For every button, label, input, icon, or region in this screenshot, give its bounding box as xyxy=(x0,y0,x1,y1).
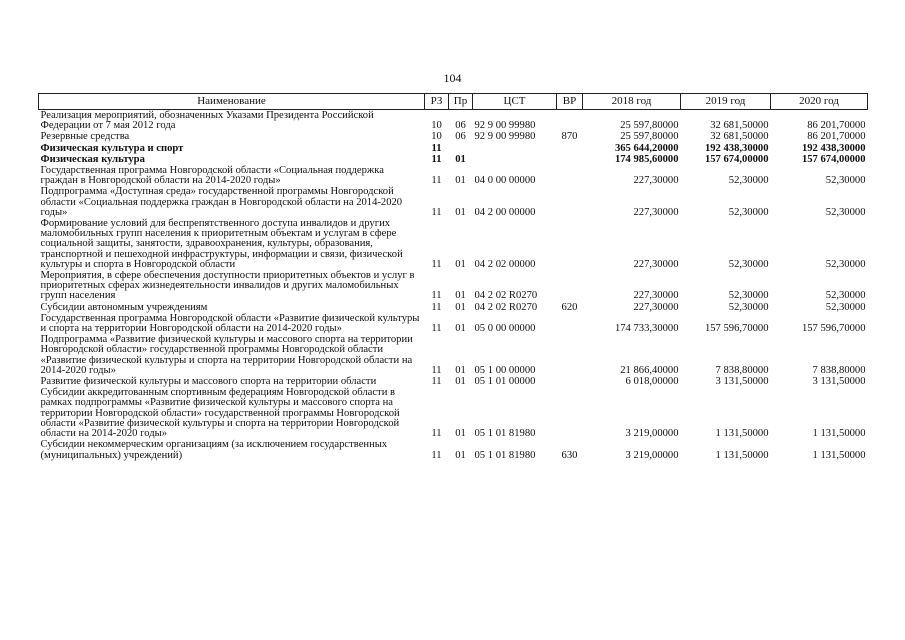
cell-2018: 365 644,20000 xyxy=(614,142,679,154)
cell-name: Физическая культура xyxy=(40,153,145,165)
cell-name: Мероприятия, в сфере обеспечения доступности приоритетных объектов и услуг в приоритетных сферах жизнедеятельности инвалидов и других маломобильных групп населения xyxy=(40,270,415,302)
cell-cst: 05 1 01 81980 xyxy=(474,428,536,440)
cell-pr: 01 xyxy=(455,376,466,388)
cell-2019: 3 131,50000 xyxy=(715,376,769,388)
cell-2019: 1 131,50000 xyxy=(715,449,769,461)
cell-pr xyxy=(449,143,473,154)
cell-2018: 227,30000 xyxy=(633,175,679,187)
cell-name: Субсидии автономным учреждениям xyxy=(40,301,208,313)
cell-2019: 52,30000 xyxy=(728,206,769,218)
table-row xyxy=(39,387,868,439)
cell-cst: 05 1 00 00000 xyxy=(474,364,536,376)
cell-cst: 05 1 01 00000 xyxy=(474,376,536,388)
header-vr: ВР xyxy=(557,94,583,110)
cell-2019: 52,30000 xyxy=(728,175,769,187)
cell-cst: 92 9 00 99980 xyxy=(474,131,536,143)
cell-vr xyxy=(557,186,583,218)
cell-2018: 3 219,00000 xyxy=(625,449,679,461)
cell-2020: 192 438,30000 xyxy=(801,142,866,154)
cell-cst: 05 0 00 00000 xyxy=(474,323,536,335)
cell-2020: 1 131,50000 xyxy=(812,428,866,440)
table-row xyxy=(39,218,868,270)
table-header-row xyxy=(39,94,868,110)
cell-vr xyxy=(557,376,583,387)
cell-name: Субсидии некоммерческим организациям (за исключением государственных (муниципальных) учреждений) xyxy=(40,439,388,461)
cell-vr xyxy=(557,334,583,376)
cell-rz: 11 xyxy=(431,301,442,313)
cell-vr xyxy=(557,313,583,334)
cell-2020: 7 838,80000 xyxy=(812,364,866,376)
cell-2019: 7 838,80000 xyxy=(715,364,769,376)
cell-2019: 52,30000 xyxy=(728,258,769,270)
cell-2018: 6 018,00000 xyxy=(625,376,679,388)
table-row xyxy=(39,439,868,460)
cell-vr xyxy=(557,387,583,439)
cell-pr: 01 xyxy=(455,301,466,313)
cell-name: Субсидии аккредитованным спортивным федерациям Новгородской области в рамках подпрограммы «Развитие физической культуры и массового спорта на территории Новгородской области» государственной программы Новгородской области «Развитие физической культуры и спорта на территории Новгородской области на 2014-2020 годы» xyxy=(40,387,400,440)
cell-pr: 01 xyxy=(455,449,466,461)
table-row xyxy=(39,334,868,376)
cell-rz: 10 xyxy=(431,120,442,132)
cell-rz: 11 xyxy=(431,290,442,302)
cell-name: Развитие физической культуры и массового спорта на территории области xyxy=(40,376,377,388)
cell-2019: 157 596,70000 xyxy=(704,323,769,335)
cell-cst: 04 2 00 00000 xyxy=(474,206,536,218)
cell-rz: 11 xyxy=(431,142,442,154)
cell-pr: 01 xyxy=(455,428,466,440)
table-body xyxy=(39,110,868,461)
cell-2019: 32 681,50000 xyxy=(710,120,769,132)
cell-vr xyxy=(557,143,583,154)
cell-vr: 620 xyxy=(561,301,578,313)
table-row xyxy=(39,131,868,142)
cell-2020: 52,30000 xyxy=(825,290,866,302)
cell-rz: 11 xyxy=(431,153,442,165)
cell-pr: 01 xyxy=(455,206,466,218)
cell-name: Подпрограмма «Доступная среда» государственной программы Новгородской области «Социальная поддержка граждан в Новгородской области на 2014-2020 годы» xyxy=(40,186,403,218)
cell-2018: 25 597,80000 xyxy=(620,131,679,143)
cell-name: Формирование условий для беспрепятственного доступа инвалидов и других маломобильных групп населения к приоритетным объектам и услугам в сфере социальной защиты, занятости, здравоохранения, культуры, образования, транспортной и пешеходной инфраструктуры, информации и связи, физической культуры и спорта в Новгородской области xyxy=(40,218,403,270)
cell-cst xyxy=(473,143,557,154)
cell-2019: 52,30000 xyxy=(728,290,769,302)
cell-2018: 227,30000 xyxy=(633,301,679,313)
cell-2019: 52,30000 xyxy=(728,301,769,313)
budget-table xyxy=(38,93,868,461)
cell-rz: 11 xyxy=(431,364,442,376)
cell-vr xyxy=(557,218,583,270)
table-row xyxy=(39,154,868,165)
cell-2018: 174 985,60000 xyxy=(614,153,679,165)
header-2019: 2019 год xyxy=(681,94,771,110)
cell-name: Реализация мероприятий, обозначенных Указами Президента Российской Федерации от 7 мая 2012 года xyxy=(40,110,374,132)
cell-cst: 04 2 02 R0270 xyxy=(474,290,538,302)
cell-rz: 11 xyxy=(431,175,442,187)
cell-2018: 174 733,30000 xyxy=(614,323,679,335)
cell-2020: 52,30000 xyxy=(825,206,866,218)
table-row xyxy=(39,313,868,334)
cell-rz: 11 xyxy=(431,376,442,388)
cell-2020: 86 201,70000 xyxy=(807,120,866,132)
cell-2020: 52,30000 xyxy=(825,258,866,270)
cell-2020: 157 596,70000 xyxy=(801,323,866,335)
cell-rz: 10 xyxy=(431,131,442,143)
cell-rz: 11 xyxy=(431,449,442,461)
cell-vr: 870 xyxy=(561,131,578,143)
cell-pr: 06 xyxy=(455,131,466,143)
cell-2020: 1 131,50000 xyxy=(812,449,866,461)
cell-rz: 11 xyxy=(431,323,442,335)
cell-pr: 01 xyxy=(455,153,466,165)
cell-cst xyxy=(473,154,557,165)
cell-2018: 227,30000 xyxy=(633,258,679,270)
cell-rz: 11 xyxy=(431,258,442,270)
header-2020: 2020 год xyxy=(771,94,868,110)
cell-rz: 11 xyxy=(431,428,442,440)
cell-2020: 157 674,00000 xyxy=(801,153,866,165)
header-cst: ЦСТ xyxy=(473,94,557,110)
header-rz: РЗ xyxy=(425,94,449,110)
table-row xyxy=(39,165,868,186)
cell-cst: 04 2 02 00000 xyxy=(474,258,536,270)
cell-2020: 52,30000 xyxy=(825,175,866,187)
cell-2019: 192 438,30000 xyxy=(704,142,769,154)
cell-vr xyxy=(557,165,583,186)
cell-cst: 04 2 02 R0270 xyxy=(474,301,538,313)
cell-pr: 01 xyxy=(455,175,466,187)
cell-2020: 3 131,50000 xyxy=(812,376,866,388)
cell-rz: 11 xyxy=(431,206,442,218)
cell-2018: 227,30000 xyxy=(633,290,679,302)
table-row xyxy=(39,143,868,154)
header-2018: 2018 год xyxy=(583,94,681,110)
cell-2019: 32 681,50000 xyxy=(710,131,769,143)
cell-2019: 1 131,50000 xyxy=(715,428,769,440)
cell-2018: 25 597,80000 xyxy=(620,120,679,132)
table-row xyxy=(39,270,868,302)
page-number: 104 xyxy=(443,71,462,85)
cell-cst: 04 0 00 00000 xyxy=(474,175,536,187)
cell-name: Физическая культура и спорт xyxy=(40,142,184,154)
cell-2018: 3 219,00000 xyxy=(625,428,679,440)
cell-vr xyxy=(557,154,583,165)
cell-2018: 227,30000 xyxy=(633,206,679,218)
cell-vr: 630 xyxy=(561,449,578,461)
cell-vr xyxy=(557,270,583,302)
table-row xyxy=(39,186,868,218)
cell-pr: 01 xyxy=(455,290,466,302)
cell-cst: 05 1 01 81980 xyxy=(474,449,536,461)
cell-name: Государственная программа Новгородской области «Социальная поддержка граждан в Новгородской области на 2014-2020 годы» xyxy=(40,165,384,187)
table-row xyxy=(39,376,868,387)
cell-pr: 01 xyxy=(455,364,466,376)
cell-2019: 157 674,00000 xyxy=(704,153,769,165)
cell-pr: 01 xyxy=(455,323,466,335)
cell-pr: 06 xyxy=(455,120,466,132)
header-pr: Пр xyxy=(449,94,473,110)
cell-pr: 01 xyxy=(455,258,466,270)
header-name: Наименование xyxy=(39,94,425,110)
cell-name: Государственная программа Новгородской области «Развитие физической культуры и спорта на территории Новгородской области на 2014-2020 годы» xyxy=(40,312,420,335)
cell-2020: 86 201,70000 xyxy=(807,131,866,143)
cell-name: Подпрограмма «Развитие физической культуры и массового спорта на территории Новгородской области» государственной программы Новгородской области «Развитие физической культуры и спорта на территории Новгородской области на 2014-2020 годы» xyxy=(40,334,413,376)
cell-name: Резервные средства xyxy=(40,131,130,143)
cell-2018: 21 866,40000 xyxy=(620,364,679,376)
table-row xyxy=(39,110,868,132)
cell-2020: 52,30000 xyxy=(825,301,866,313)
cell-vr xyxy=(557,110,583,132)
cell-cst: 92 9 00 99980 xyxy=(474,120,536,132)
table-row xyxy=(39,302,868,313)
